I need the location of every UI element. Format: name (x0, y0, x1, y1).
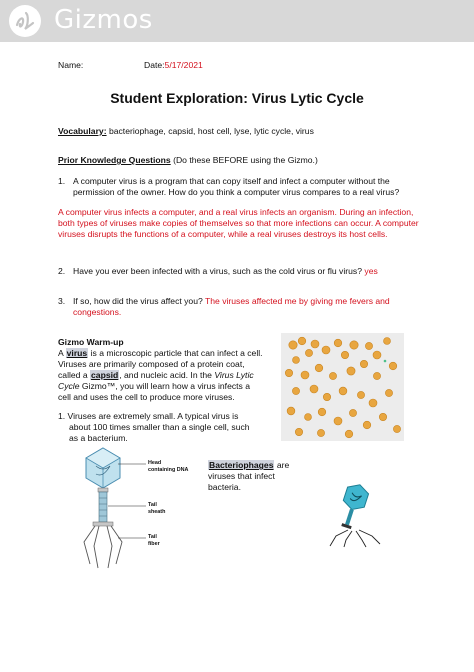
page-title: Student Exploration: Virus Lytic Cycle (110, 90, 364, 106)
a1-line3: viruses disrupts the functions of a computer, while a real viruses destroys its host cells. (58, 229, 388, 239)
date-field (144, 60, 203, 71)
warmup-p5: cell and uses the cell to produce more viruses. (58, 392, 235, 402)
brand-title: Gizmos (54, 5, 153, 35)
bacteria-micrograph-image (281, 333, 404, 441)
label-sheath-2: sheath (148, 508, 166, 515)
warmup-p3-b: , and nucleic acid. In the (119, 370, 212, 380)
label-tail-sheath (148, 502, 165, 515)
prior-knowledge-heading (58, 155, 318, 166)
term-capsid: capsid (91, 370, 119, 380)
side-note-rest: are (274, 460, 290, 470)
label-fiber-1: Tail (148, 534, 157, 540)
prior-heading: Prior Knowledge Questions (58, 155, 171, 165)
item1-line1: 1. Viruses are extremely small. A typical virus is (58, 411, 239, 421)
q1-line1: A computer virus is a program that can copy itself and infect a computer without the (73, 176, 390, 186)
label-sheath-1: Tail (148, 502, 157, 508)
q1-number: 1. (58, 176, 66, 186)
gizmo-name-cont: Cycle (58, 381, 80, 391)
warmup-p1-b: is a microscopic particle that can infect a cell. (90, 348, 263, 358)
q2-text: Have you ever been infected with a virus, such as the cold virus or flu virus? (73, 266, 362, 276)
phage-head (86, 448, 120, 488)
label-head-2: containing DNA (148, 466, 189, 473)
q2-number: 2. (58, 266, 66, 276)
warmup-p3 (58, 370, 254, 381)
label-tail-fiber (148, 534, 160, 547)
item1-line3: as a bacterium. (69, 433, 128, 443)
vocabulary-terms: bacteriophage, capsid, host cell, lyse, lytic cycle, virus (108, 126, 314, 136)
warmup-p2: Viruses are primarily composed of a protein coat, (58, 359, 245, 369)
term-bacteriophages: Bacteriophages (209, 460, 274, 470)
label-fiber-2: fiber (148, 540, 160, 547)
gizmos-banner (0, 0, 474, 42)
label-head (148, 460, 188, 473)
q3-number: 3. (58, 296, 66, 306)
label-head-1: Head (148, 460, 162, 466)
date-label: Date: (144, 60, 165, 70)
gizmo-name: Virus Lytic (214, 370, 254, 380)
q3-answer-line1: The viruses affected me by giving me fevers and (205, 296, 390, 306)
side-note-line2: viruses that infect (208, 471, 275, 481)
q3-line (73, 296, 390, 307)
warmup-p3-a: called a (58, 370, 88, 380)
prior-note: (Do these BEFORE using the Gizmo.) (173, 155, 318, 165)
q3-answer-line2: congestions. (73, 307, 122, 317)
warmup-p4 (58, 381, 250, 392)
vocabulary-line (58, 126, 314, 137)
q1-line2: permission of the owner. How do you think a computer virus compares to a real virus? (73, 187, 400, 197)
warmup-heading: Gizmo Warm-up (58, 337, 124, 347)
warmup-p1 (58, 348, 263, 359)
item1-line2: about 100 times smaller than a single cell, such (69, 422, 250, 432)
vocabulary-label: Vocabulary: (58, 126, 107, 136)
a1-line1: A computer virus infects a computer, and a real virus infects an organism. During an infection, (58, 207, 414, 217)
side-note-line3: bacteria. (208, 482, 241, 492)
side-note-line1 (208, 460, 289, 471)
bacteriophage-icon (326, 480, 384, 548)
warmup-p4-rest: Gizmo™, you will learn how a virus infects a (79, 381, 251, 391)
gizmos-logo-icon (8, 4, 42, 38)
q2-answer: yes (364, 266, 378, 276)
q2-line (73, 266, 378, 277)
q3-text: If so, how did the virus affect you? (73, 296, 203, 306)
date-value: 5/17/2021 (164, 60, 203, 70)
a1-line2: both types of viruses make copies of themselves so that more infections can occur. A computer (58, 218, 419, 228)
warmup-p1-a: A (58, 348, 64, 358)
name-label: Name: (58, 60, 84, 70)
term-virus: virus (66, 348, 88, 358)
